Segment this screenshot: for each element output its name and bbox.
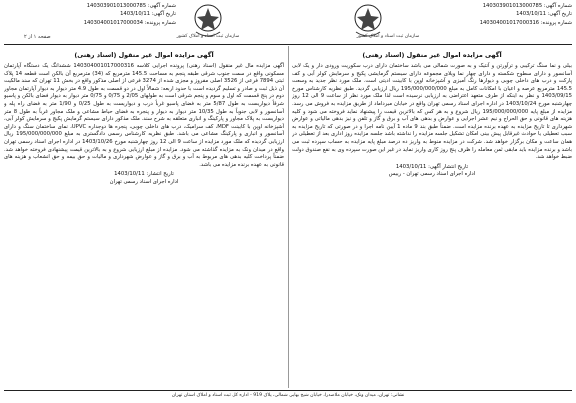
right-org-name: سازمان ثبت اسناد و املاک کشور: [356, 34, 420, 39]
right-publish-date: تاریخ انتشار آگهی: 1403/10/11: [395, 163, 469, 170]
right-file-number: شماره پرونده: 140304001017000316: [479, 19, 572, 26]
right-signature: اداره اجرای اسناد رسمی تهران - رییس: [388, 171, 476, 178]
left-notice-column: [4, 48, 284, 388]
left-notice-meta: [46, 2, 176, 27]
document-header: [0, 0, 576, 48]
left-notice-title: آگهی مزایده اموال غیر منقول (اسناد رهنی): [74, 51, 214, 59]
left-org-name: سازمان ثبت اسناد و املاک کشور: [176, 34, 240, 39]
left-file-number: شماره پرونده: 140304001017000034: [83, 19, 176, 26]
left-notice-number: شماره آگهی: 140303901013000785: [86, 3, 176, 9]
right-notice-date: تاریخ آگهی: 1403/10/11: [516, 11, 572, 18]
header-rule: [4, 44, 572, 45]
right-notice-column: [292, 48, 572, 388]
footer-rule: [4, 390, 572, 391]
right-notice-meta: [442, 2, 572, 27]
left-signature: اداره اجرای اسناد رسمی تهران: [109, 178, 179, 185]
left-notice-body: آگهی مزایده مال غیر منقول (اسناد رهنی) پرونده اجرایی کلاسه 140304001017000316 ششدانگ یک دستگاه آپارتمان مسکونی واقع در سمت جنوب شرقی طبقه پنجم به مساحت 145.5 مترمربع که (34) مترمربع آن بالکن است قطعه 14 پلاک ثبتی 7894 فرعی از 3526 اصلی مفروز و مجزی شده از 3274 فرعی از اصلی مذکور واقع در بخش 11 تهران که سند مالکیت آن ذیل ثبت و صادر و تسلیم گردیده است با حدود اربعه: شمالاً اول در دو قسمت به طول 4.9 متر دیوار به دیوار آپارتمان مجاور دوم در پنج قسمت که اول و سوم و پنجم شرقی است به طولهای 2/05 و 0/75 و 0/75 متر دیوار به دیوار فضای بالکن و پاسیو شرقاً دیواریست به طول 5/87 متر به فضای پاسیو غرباً درب و دیواریست به طول 0/25 و 1/90 متر به فضای راه پله و آسانسور و لابی جنوباً به طول 10/35 متر دیوار به دیوار و پنجره به فضای حیاط مشاعی و ملک مجاور غرباً به طول 8 متر دیواریست به پلاک مجاور و پارکینگ و انباری متعلقه به شرح سند. ملک مذکور دارای سیستم گرمایش پکیج و سرمایش کولر آبی، آشپزخانه اوپن با کابینت MDF، کف سرامیک، درب های داخلی چوبی، پنجره ها دوجداره UPVC، نمای ساختمان سنگ و دارای آسانسور و انباری و پارکینگ مشاعی می باشد. طبق نظریه کارشناس رسمی دادگستری به مبلغ 195/000/000/000 ریال ارزیابی گردیده که ملک مورد مزایده از ساعت 9 الی 12 روز چهارشنبه مورخ 1403/10/26 در اداره اجرای اسناد رسمی تهران واقع در میدان ونک به مزایده گذاشته می شود. مزایده از مبلغ ارزیابی شروع و به بالاترین قیمت پیشنهادی فروخته خواهد شد. ضمناً پرداخت کلیه بدهی های مربوط به آب و برق و گاز و عوارض شهرداری و مالیات و حق بیمه و حق انشعاب و هزینه های قانونی به عهده برنده مزایده می باشد.: [4, 63, 284, 168]
right-notice-title: آگهی مزایده اموال غیر منقول (اسناد رهنی): [362, 51, 502, 59]
page-number: صفحه ۱ از ۲: [24, 34, 51, 40]
column-divider: [288, 46, 289, 388]
right-notice-body: بیلی و نما سنگ ترکیبی و ترآورتن و آنتیک و به صورت شمالی می باشد ساختمان دارای درب سکوریت ورودی دار و یک لابی آسانسور و دارای سطوح شکسته و دارای چهار نما ویلای مجموعه دارای سیستم گرمایشی پکیج و سرمایش کولر آبی و کف پارکت و درب های داخلی چوبی و دیوارها رنگ آمیزی و آشپزخانه اوپن با کابینت ادیتی است. ملک مورد نظر جدید به وسعت 145.5 مترمربع عرصه و اعیان با امکانات کامل به مبلغ 195/000/000/000 ریال ارزیابی گردید. طبق نظریه کارشناس مورخ 1403/09/15 و نظر به اینکه از طرف متعهد اعتراضی به ارزیابی نرسیده است لذا ملک مورد نظر از ساعت 9 الی 12 روز چهارشنبه مورخ 1403/10/24 در اداره اجرای اسناد رسمی تهران واقع در خیابان میرداماد از طریق مزایده به فروش می رسد. مزایده از مبلغ پایه 195/000/000/000 ریال شروع و به هر کس که بالاترین قیمت را پیشنهاد نماید فروخته می شود و کلیه هزینه های قانونی و حق الحراج و نیم عشر اجرایی و عوارض و بدهی های آب و برق و گاز و تلفن و نیز بدهی مالیاتی و عوارض شهرداری تا تاریخ مزایده به عهده برنده مزایده است. ضمناً طبق بند 9 ماده 1 آیین نامه اجرا و در صورتی که تاریخ مزایده به سبب تعطیلی یا حوادث غیرقابل پیش بینی امکان تشکیل جلسه مزایده را نداشته باشد جلسه مزایده روز اداری بعد از تعطیلی در همان ساعت و مکان برگزار خواهد شد. شرکت در مزایده منوط به واریز ده درصد مبلغ پایه مزایده به حساب سپرده ثبت می باشد و برنده مزایده باید مابقی ثمن معامله را ظرف پنج روز کاری واریز نماید در غیر این صورت سپرده وی به نفع صندوق دولت ضبط خواهد شد.: [292, 63, 572, 161]
footer-address: نشانی: تهران، میدان ونک، خیابان ملاصدرا، خیابان شیخ بهایی شمالی، پلاک 919 - اداره کل ثبت اسناد و املاک استان تهران: [171, 393, 405, 398]
right-notice-number: شماره آگهی: 140303901013000785: [482, 3, 572, 9]
left-notice-date: تاریخ آگهی: 1403/10/11: [120, 11, 176, 18]
left-publish-date: تاریخ انتشار: 1403/10/11: [114, 171, 174, 178]
